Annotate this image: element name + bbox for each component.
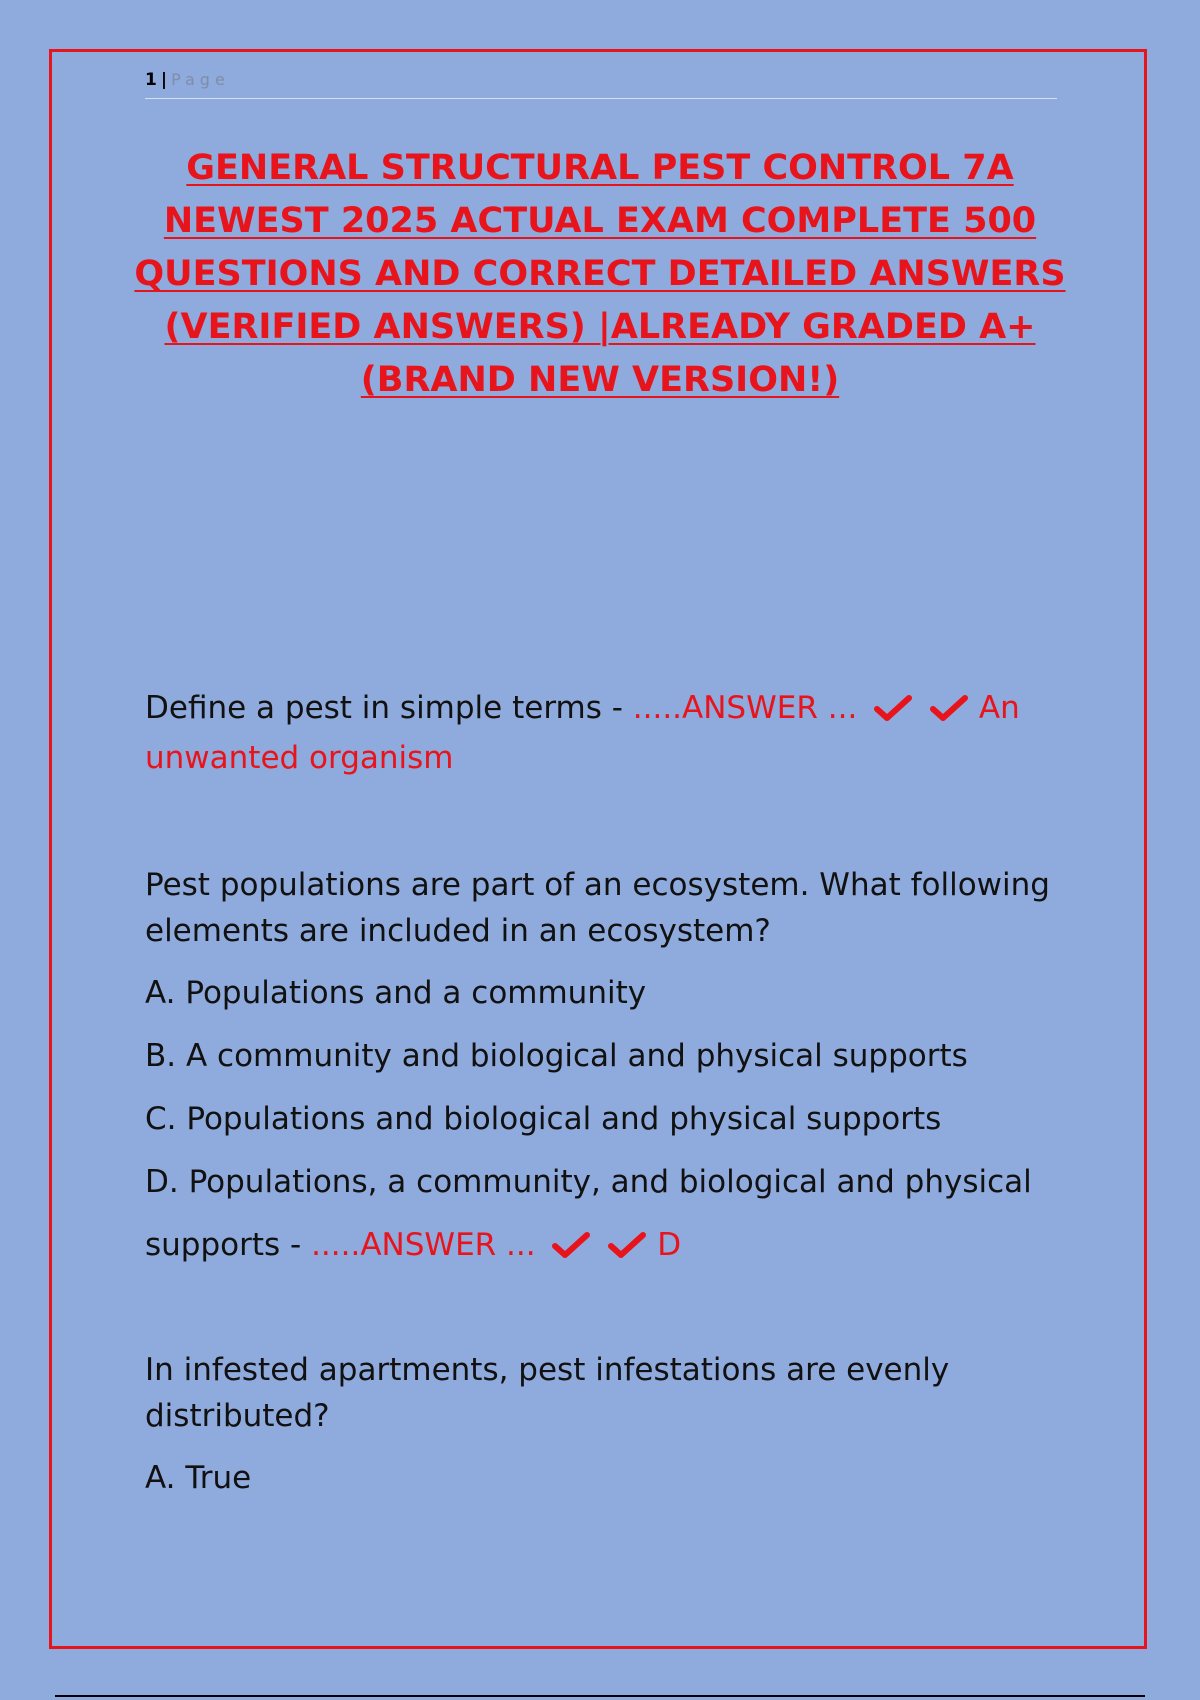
option-a: A. Populations and a community <box>145 975 647 1011</box>
check-icon <box>929 693 969 723</box>
answer-text: D <box>657 1227 682 1263</box>
question-text: Define a pest in simple terms - <box>145 690 633 726</box>
question-2 <box>145 862 1065 1277</box>
question-1 <box>145 683 1065 783</box>
document-title: GENERAL STRUCTURAL PEST CONTROL 7A NEWEST 2025 ACTUAL EXAM COMPLETE 500 QUESTIONS AND CORRECT DETAILED ANSWERS (VERIFIED ANSWERS) |ALREADY GRADED A+ (BRAND NEW VERSION!) <box>134 148 1066 400</box>
page-number: 1 <box>145 70 157 90</box>
page-separator: | <box>160 70 168 90</box>
page-header <box>145 70 1057 99</box>
option-d: D. Populations, a community, and biological and physical supports - <box>145 1164 1032 1263</box>
question-text: In infested apartments, pest infestations are evenly distributed? <box>145 1352 950 1434</box>
option-a: A. True <box>145 1460 252 1496</box>
page-label: Page <box>171 70 230 89</box>
answer-text: An unwanted organism <box>145 690 1020 776</box>
check-icon <box>873 693 913 723</box>
option-d-line <box>145 1151 1065 1277</box>
answer-marker: .....ANSWER ... <box>311 1227 536 1263</box>
question-text: Pest populations are part of an ecosystem. What following elements are included in an ecosystem? <box>145 867 1050 949</box>
check-icon <box>551 1230 591 1260</box>
answer-marker: .....ANSWER ... <box>632 690 858 726</box>
option-c: C. Populations and biological and physical supports <box>145 1101 942 1137</box>
check-icon <box>607 1230 647 1260</box>
option-b: B. A community and biological and physical supports <box>145 1038 968 1074</box>
question-3 <box>145 1347 1065 1510</box>
page-bottom-rule <box>55 1695 1145 1697</box>
